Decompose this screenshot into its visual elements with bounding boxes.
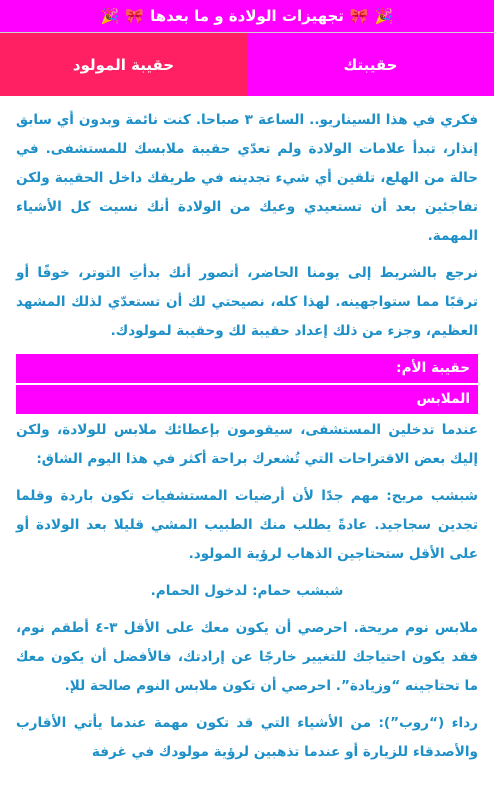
tab-baby-bag[interactable]: حقيبة المولود bbox=[0, 33, 247, 96]
article-content bbox=[0, 96, 494, 767]
section-heading-mother-bag: حقيبة الأم: bbox=[16, 354, 478, 383]
robe-paragraph: رداء (“روب”): من الأشياء التي قد تكون مهمة عندما يأتي الأقارب والأصدقاء للزيارة أو عندما تذهبين لرؤية مولودك في غرفة bbox=[16, 715, 478, 760]
ribbon-bow-icon: 🎀 bbox=[125, 7, 145, 25]
header-title-group bbox=[101, 7, 394, 25]
sleepwear-paragraph: ملابس نوم مريحة. احرصي أن يكون معك على الأقل ٣-٤ أطقم نوم، فقد يكون احتياجك للتغيير خارجًا عن إرادتك، فالأفضل أن يكون معك ما تحتاجينه “وزيادة”. احرصي أن تكون ملابس النوم صالحة للإ. bbox=[16, 620, 478, 694]
party-popper-icon: 🎉 bbox=[100, 7, 120, 25]
slippers-paragraph: شبشب مريح: مهم جدًا لأن أرضيات المستشفيات تكون باردة وقلما تجدين سجاجيد. عادةً يطلب منك الطبيب المشي قليلا بعد الولادة أو على الأقل ستحتاجين الذهاب لرؤية المولود. bbox=[16, 488, 478, 562]
intro-paragraph-2: نرجع بالشريط إلى يومنا الحاضر، أتصور أنك بدأتِ التوتر، خوفًا أو ترقبًا مما ستواجهينه. لهذا كله، نصيحتي لك أن تستعدّي لذلك المشهد العظيم، وجزء من ذلك إعداد حقيبة لك وحقيبة لمولودك. bbox=[16, 265, 478, 339]
intro-paragraph: فكري في هذا السيناريو.. الساعة ٣ صباحا. كنت نائمة وبدون أي سابق إنذار، تبدأ علامات الولادة ولم تعدّي حقيبة ملابسك للمستشفى. في حالة من الهلع، تلقين أي شيء تجدينه في طريقك داخل الحقيبة ولكن تفاجئين بعد أن تستعيدي وعيك من الولادة أنك نسيت كل الأشياء المهمة. bbox=[16, 112, 478, 244]
bath-slippers-paragraph: شبشب حمام: لدخول الحمام. bbox=[150, 583, 344, 599]
tab-bar bbox=[0, 33, 494, 96]
app-header bbox=[0, 0, 494, 33]
page-title: تجهيزات الولادة و ما بعدها bbox=[150, 7, 344, 25]
ribbon-bow-icon: 🎀 bbox=[349, 7, 369, 25]
tab-your-bag[interactable]: حقيبتك bbox=[247, 33, 494, 96]
clothes-intro-paragraph: عندما تدخلين المستشفى، سيقومون بإعطائك ملابس للولادة، ولكن إليك بعض الاقتراحات التي تُشعرك براحة أكثر في هذا اليوم الشاق: bbox=[16, 422, 478, 467]
party-popper-icon: 🎉 bbox=[374, 7, 394, 25]
section-heading-clothes: الملابس bbox=[16, 385, 478, 414]
